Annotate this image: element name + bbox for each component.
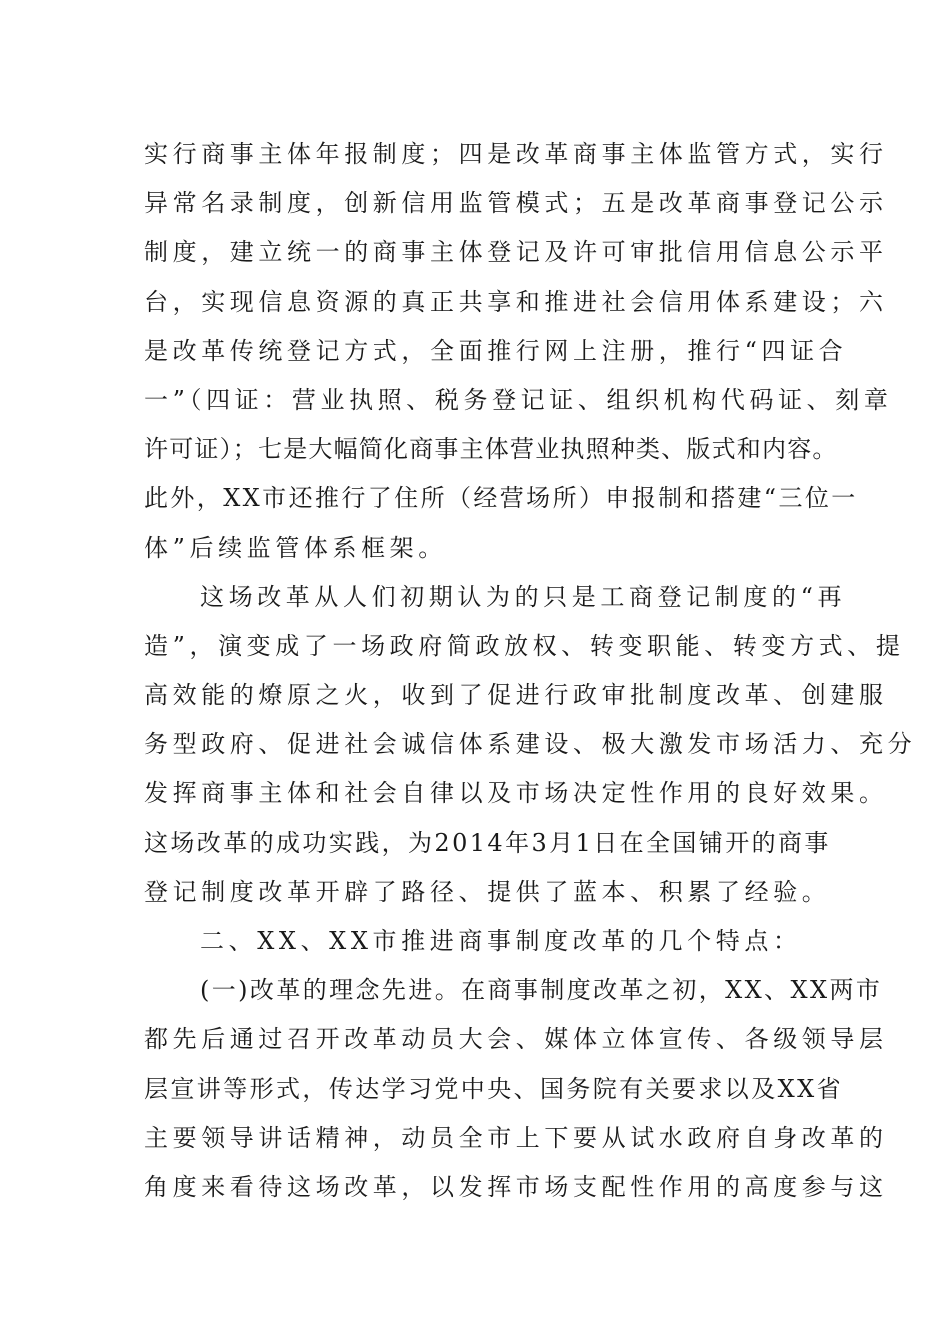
text-line: 异常名录制度，创新信用监管模式；五是改革商事登记公示 [144,189,888,218]
text-line: 体”后续监管体系框架。 [144,533,447,562]
text-line: 发挥商事主体和社会自律以及市场决定性作用的良好效果。 [144,779,888,808]
text-line: 层宣讲等形式，传达学习党中央、国务院有关要求以及XX省 [144,1074,843,1103]
text-line: 制度，建立统一的商事主体登记及许可审批信用信息公示平 [144,238,888,267]
text-line: 许可证）；七是大幅简化商事主体营业执照种类、版式和内容。 [144,435,838,464]
paragraph-start-line: 这场改革从人们初期认为的只是工商登记制度的“再 [200,582,847,611]
text-line: 是改革传统登记方式，全面推行网上注册，推行“四证合 [144,336,848,365]
text-line: 角度来看待这场改革，以发挥市场支配性作用的高度参与这 [144,1172,888,1201]
document-body [144,130,917,1212]
text-line: 一”（四证：营业执照、税务登记证、组织机构代码证、刻章 [144,385,893,414]
text-line: 造”，演变成了一场政府简政放权、转变职能、转变方式、提 [144,631,905,660]
text-line: 务型政府、促进社会诚信体系建设、极大激发市场活力、充分 [144,730,917,759]
section-heading: 二、XX、XX市推进商事制度改革的几个特点： [200,927,802,955]
text-line: 此外，XX市还推行了住所（经营场所）申报制和搭建“三位一 [144,484,858,513]
text-line: 登记制度改革开辟了路径、提供了蓝本、积累了经验。 [144,877,831,906]
text-line: 主要领导讲话精神，动员全市上下要从试水政府自身改革的 [144,1123,888,1152]
text-line: 都先后通过召开改革动员大会、媒体立体宣传、各级领导层 [144,1025,888,1054]
text-line: 高效能的燎原之火，收到了促进行政审批制度改革、创建服 [144,681,888,710]
text-line: 实行商事主体年报制度；四是改革商事主体监管方式，实行 [144,140,888,168]
subsection-start-line: (一)改革的理念先进。在商事制度改革之初，XX、XX两市 [200,976,883,1005]
text-line: 这场改革的成功实践，为2014年3月1日在全国铺开的商事 [144,828,831,857]
text-line: 台，实现信息资源的真正共享和推进社会信用体系建设；六 [144,287,888,316]
